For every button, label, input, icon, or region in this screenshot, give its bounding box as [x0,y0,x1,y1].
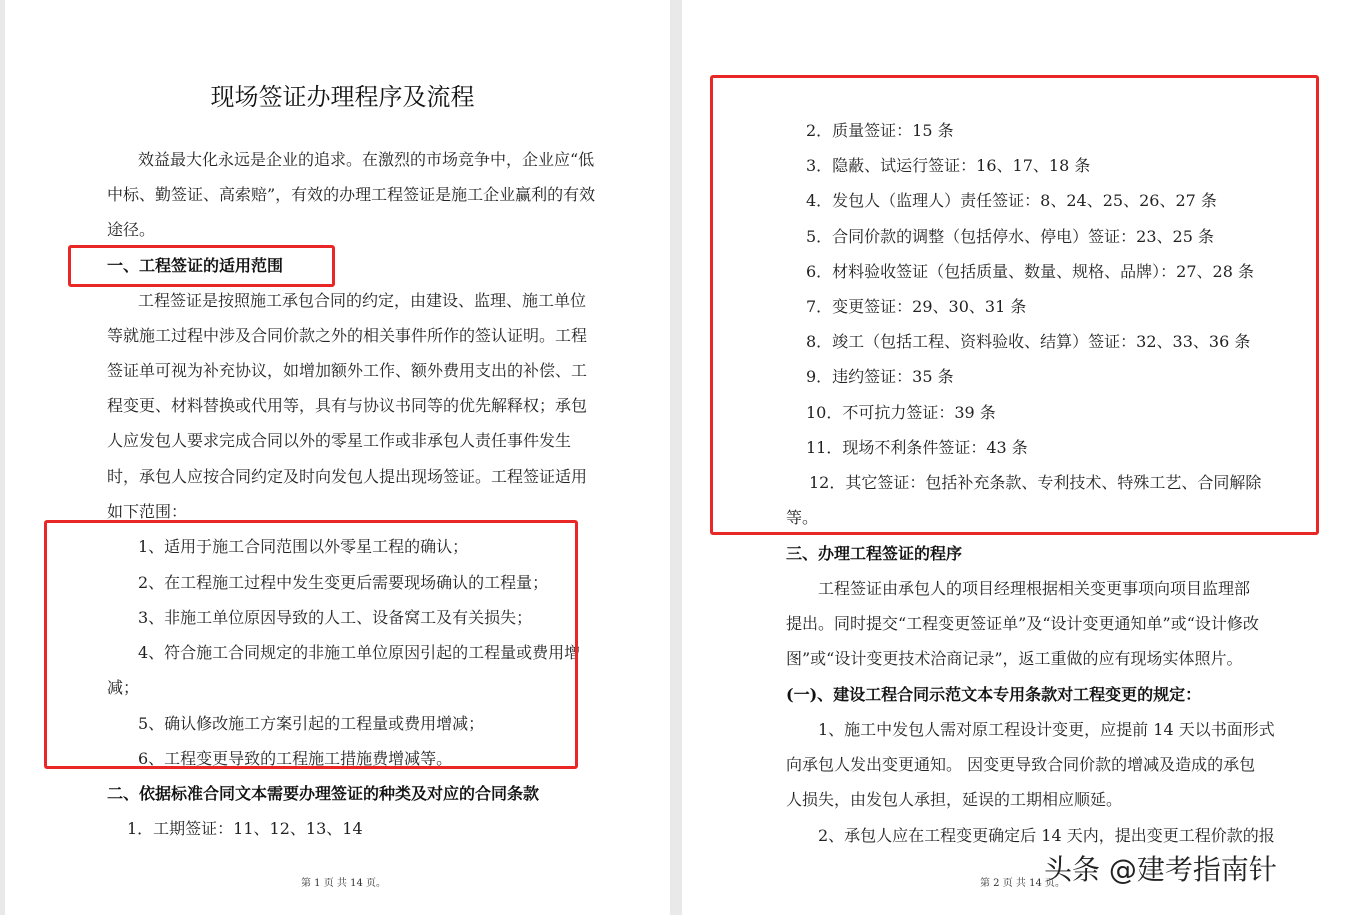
body-line: 工程签证由承包人的项目经理根据相关变更事项向项目监理部 [818,579,1251,598]
document-title: 现场签证办理程序及流程 [210,83,475,111]
list-item: 12．其它签证：包括补充条款、专利技术、特殊工艺、合同解除 [809,473,1262,492]
section-heading-types: 二、依据标准合同文本需要办理签证的种类及对应的合同条款 [107,784,540,803]
watermark: 头条 @建考指南针 [1044,853,1277,886]
subsection-heading: (一)、建设工程合同示范文本专用条款对工程变更的规定： [786,685,1202,704]
scope-item: 5、确认修改施工方案引起的工程量或费用增减； [138,714,485,733]
body-line: 人应发包人要求完成合同以外的零星工作或非承包人责任事件发生 [107,431,572,450]
rule-line: 2、承包人应在工程变更确定后 14 天内，提出变更工程价款的报 [818,826,1275,845]
intro-line: 途径。 [107,220,156,239]
list-item: 5．合同价款的调整（包括停水、停电）签证：23、25 条 [806,227,1214,246]
rule-line: 向承包人发出变更通知。 因变更导致合同价款的增减及造成的承包 [786,755,1256,774]
document-page-2 [682,0,1351,915]
intro-line: 效益最大化永远是企业的追求。在激烈的市场竞争中，企业应“低 [138,150,595,169]
scope-item: 3、非施工单位原因导致的人工、设备窝工及有关损失； [138,608,533,627]
rule-line: 1、施工中发包人需对原工程设计变更，应提前 14 天以书面形式 [818,720,1275,739]
body-line: 图”或“设计变更技术洽商记录”，返工重做的应有现场实体照片。 [786,649,1243,668]
list-item: 2．质量签证：15 条 [806,121,954,140]
list-item: 10．不可抗力签证：39 条 [806,403,996,422]
scope-item: 1、适用于施工合同范围以外零星工程的确认； [138,537,469,556]
scope-item: 减； [107,678,140,697]
section-heading-procedure: 三、办理工程签证的程序 [786,544,963,563]
page-footer: 第 1 页 共 14 页。 [301,878,386,889]
list-item: 等。 [786,508,819,527]
body-line: 等就施工过程中涉及合同价款之外的相关事件所作的签认证明。工程 [107,326,588,345]
body-line: 时，承包人应按合同约定及时向发包人提出现场签证。工程签证适用 [107,467,588,486]
list-item: 11．现场不利条件签证：43 条 [806,438,1028,457]
list-item: 9．违约签证：35 条 [806,367,954,386]
rule-line: 人损失，由发包人承担，延误的工期相应顺延。 [786,790,1123,809]
scope-item: 4、符合施工合同规定的非施工单位原因引起的工程量或费用增 [138,643,581,662]
scope-item: 2、在工程施工过程中发生变更后需要现场确认的工程量； [138,573,549,592]
body-line: 如下范围： [107,502,188,521]
list-item: 4．发包人（监理人）责任签证：8、24、25、26、27 条 [806,191,1217,210]
body-line: 工程签证是按照施工承包合同的约定，由建设、监理、施工单位 [138,291,587,310]
intro-line: 中标、勤签证、高索赔”，有效的办理工程签证是施工企业赢利的有效 [107,185,596,204]
list-item: 1．工期签证：11、12、13、14 [127,819,363,838]
list-item: 8．竣工（包括工程、资料验收、结算）签证：32、33、36 条 [806,332,1251,351]
list-item: 3．隐蔽、试运行签证：16、17、18 条 [806,156,1091,175]
scope-item: 6、工程变更导致的工程施工措施费增减等。 [138,749,453,768]
body-line: 程变更、材料替换或代用等，具有与协议书同等的优先解释权；承包 [107,396,588,415]
document-page-1 [5,0,670,915]
page-footer: 第 2 页 共 14 页。 [980,878,1065,889]
section-heading-scope: 一、工程签证的适用范围 [107,256,284,275]
list-item: 7．变更签证：29、30、31 条 [806,297,1027,316]
body-line: 提出。同时提交“工程变更签证单”及“设计变更通知单”或“设计修改 [786,614,1259,633]
list-item: 6．材料验收签证（包括质量、数量、规格、品牌）：27、28 条 [806,262,1254,281]
body-line: 签证单可视为补充协议，如增加额外工作、额外费用支出的补偿、工 [107,361,588,380]
